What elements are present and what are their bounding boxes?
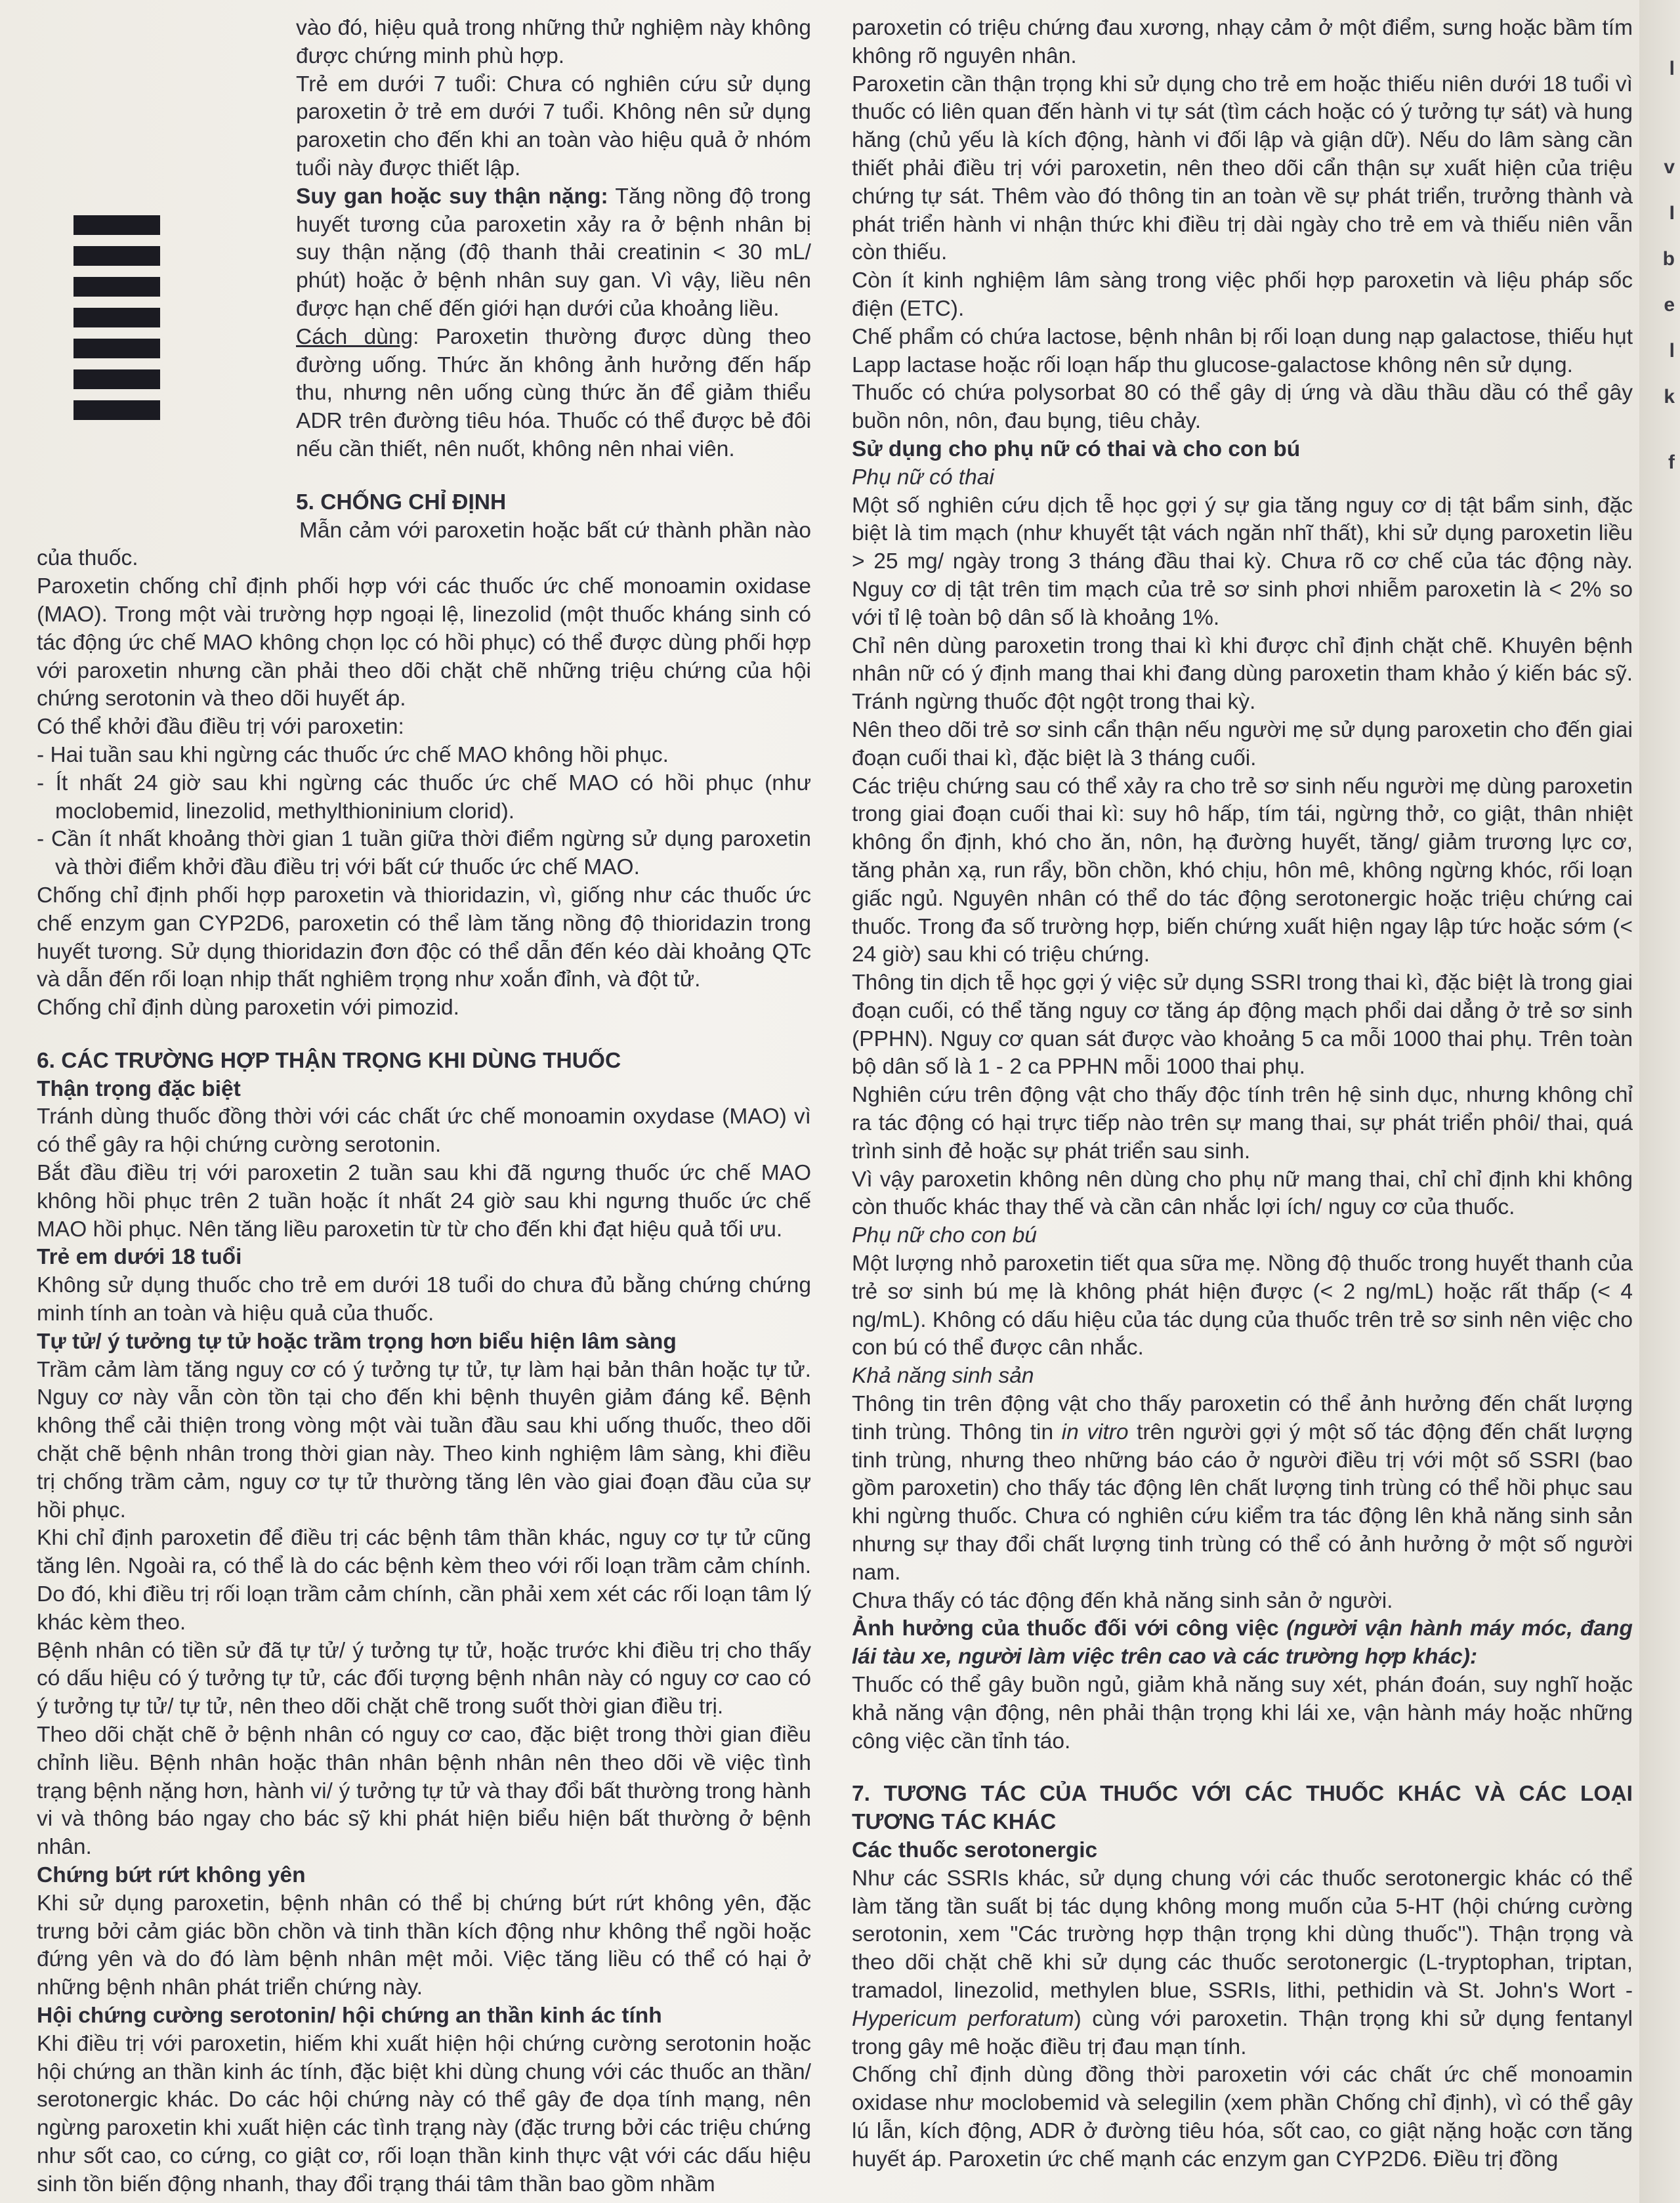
list-item: - Ít nhất 24 giờ sau khi ngừng các thuốc ức chế MAO có hồi phục (như moclobemid, linezolid, methylthioninium clorid). [37, 770, 811, 824]
paragraph: vào đó, hiệu quả trong những thử nghiệm này không được chứng minh phù hợp. [296, 16, 811, 68]
paragraph: Không sử dụng thuốc cho trẻ em dưới 18 tuổi do chưa đủ bằng chứng chứng minh tính an toàn và hiệu quả của thuốc. [37, 1273, 811, 1326]
paragraph: Thông tin trên động vật cho thấy paroxetin có thể ảnh hưởng đến chất lượng tinh trùng. Thông tin in vitro trên người gợi ý một số tác động đến chất lượng tinh trùng, nhưng theo những báo cáo ở người điều trị với một số SSRI (bao gồm paroxetin) cho thấy tác động lên chất lượng tinh trùng có thể hồi phục sau khi ngừng thuốc. Chưa có nghiên cứu kiểm tra tác động lên khả năng sinh sản nhưng sự thay đổi chất lượng tinh trùng có thể có ảnh hưởng ở một số người nam. [852, 1392, 1633, 1585]
edge-letter: v [1664, 156, 1675, 178]
paragraph: Trầm cảm làm tăng nguy cơ có ý tưởng tự tử, tự làm hại bản thân hoặc tự tử. Nguy cơ này vẫn còn tồn tại cho đến khi bệnh thuyên giảm đáng kể. Bệnh không thể cải thiện trong vòng một vài tuần đầu sau khi uống thuốc, theo dõi chặt chẽ bệnh nhân trong thời gian này. Theo kinh nghiệm lâm sàng, khi điều trị chống trầm cảm, nguy cơ tự tử thường tăng lên vào giai đoạn đầu của sự hồi phục. [37, 1357, 811, 1522]
paragraph: Nên theo dõi trẻ sơ sinh cẩn thận nếu người mẹ sử dụng paroxetin cho đến giai đoạn cuối thai kì, đặc biệt là 3 tháng cuối. [852, 717, 1633, 770]
section-5-title: 5. CHỐNG CHỈ ĐỊNH [296, 490, 507, 514]
paragraph: Nghiên cứu trên động vật cho thấy độc tính trên hệ sinh dục, nhưng không chỉ ra tác động có hại trực tiếp nào trên sự mang thai, sự phát triển phôi/ thai, quá trình sinh đẻ hoặc sự phát triển sau sinh. [852, 1083, 1633, 1164]
paragraph: Tránh dùng thuốc đồng thời với các chất ức chế monoamin oxydase (MAO) vì có thể gây ra hội chứng cường serotonin. [37, 1104, 811, 1158]
paragraph: Có thể khởi đầu điều trị với paroxetin: [37, 715, 404, 740]
subheading: Chứng bứt rứt không yên [37, 1863, 306, 1887]
paragraph: Mẫn cảm với paroxetin hoặc bất cứ thành phần nào của thuốc. [37, 518, 811, 571]
edge-letter: e [1664, 294, 1675, 316]
subheading-italic: Phụ nữ cho con bú [852, 1223, 1037, 1248]
edge-letter: f [1668, 451, 1675, 473]
left-column [37, 14, 811, 2199]
paragraph: Vì vậy paroxetin không nên dùng cho phụ nữ mang thai, chỉ chỉ định khi không còn thuốc khác thay thế và cần cân nhắc lợi ích/ nguy cơ của thuốc. [852, 1167, 1633, 1220]
edge-letter: l [1669, 58, 1675, 79]
subheading: Trẻ em dưới 18 tuổi [37, 1245, 242, 1270]
subheading-italic: Khả năng sinh sản [852, 1364, 1034, 1389]
paragraph: Chế phẩm có chứa lactose, bệnh nhân bị rối loạn dung nạp galactose, thiếu hụt Lapp lactase hoặc rối loạn hấp thu glucose-galactose không nên sử dụng. [852, 324, 1633, 377]
paragraph: Trẻ em dưới 7 tuổi: Chưa có nghiên cứu sử dụng paroxetin ở trẻ em dưới 7 tuổi. Không nên sử dụng paroxetin cho đến khi an toàn vào hiệu quả ở nhóm tuổi này được thiết lập. [296, 72, 811, 180]
subheading: Hội chứng cường serotonin/ hội chứng an thần kinh ác tính [37, 2003, 662, 2028]
edge-letter: k [1664, 386, 1675, 408]
usage-heading: Cách dùng [296, 324, 413, 349]
paragraph: Thuốc có thể gây buồn ngủ, giảm khả năng suy xét, phán đoán, suy nghĩ hoặc khả năng vận động, nên phải thận trọng khi lái xe, vận hành máy hoặc những công việc cần tỉnh táo. [852, 1673, 1633, 1753]
edge-letter: b [1662, 248, 1675, 270]
paragraph: Chống chỉ định dùng paroxetin với pimozid. [37, 996, 459, 1020]
paragraph: Một lượng nhỏ paroxetin tiết qua sữa mẹ. Nồng độ thuốc trong huyết thanh của trẻ sơ sinh bú mẹ là không phát hiện được (< 2 ng/mL) hoặc rất thấp (< 4 ng/mL). Không có dấu hiệu của tác dụng của thuốc trên trẻ sơ sinh nên việc cho con bú có thể được cân nhắc. [852, 1251, 1633, 1360]
paragraph: Thuốc có chứa polysorbat 80 có thể gây dị ứng và dầu thầu dầu có thể gây buồn nôn, nôn, đau bụng, tiêu chảy. [852, 381, 1633, 434]
paragraph: Chưa thấy có tác động đến khả năng sinh sản ở người. [852, 1588, 1393, 1613]
subheading: Các thuốc serotonergic [852, 1838, 1098, 1862]
edge-letter: I [1669, 202, 1675, 224]
paragraph: Cách dùng: Paroxetin thường được dùng theo đường uống. Thức ăn không ảnh hưởng đến hấp thu, nhưng nên uống cùng thức ăn để giảm thiểu ADR trên đường tiêu hóa. Thuốc có thể được bẻ đôi nếu cần thiết, nên nuốt, không nên nhai viên. [296, 324, 811, 461]
section-7-title: 7. TƯƠNG TÁC CỦA THUỐC VỚI CÁC THUỐC KHÁC VÀ CÁC LOẠI TƯƠNG TÁC KHÁC [852, 1782, 1633, 1835]
paragraph: Còn ít kinh nghiệm lâm sàng trong việc phối hợp paroxetin và liệu pháp sốc điện (ETC). [852, 268, 1633, 321]
paragraph: Thông tin dịch tễ học gợi ý việc sử dụng SSRI trong thai kì, đặc biệt là trong giai đoạn cuối, có thể tăng nguy cơ tăng áp động mạch phổi dai dẳng ở trẻ sơ sinh (PPHN). Nguy cơ quan sát được vào khoảng 5 ca mỗi 1000 thai phụ. Trên toàn bộ dân số là 1 - 2 ca PPHN mỗi 1000 thai phụ. [852, 971, 1633, 1080]
paragraph: Chống chỉ định dùng đồng thời paroxetin với các chất ức chế monoamin oxidase như moclobemid và selegilin (xem phần Chống chỉ định), vì có thể gây lú lẫn, kích động, ADR ở đường tiêu hóa, sốt cao, co giật nặng hoặc cơn tăng huyết áp. Paroxetin ức chế mạnh các enzym gan CYP2D6. Điều trị đồng [852, 2063, 1633, 2172]
subheading-italic: Phụ nữ có thai [852, 465, 994, 490]
section-6-title: 6. CÁC TRƯỜNG HỢP THẬN TRỌNG KHI DÙNG THUỐC [37, 1048, 621, 1073]
subheading: Ảnh hưởng của thuốc đối với công việc (người vận hành máy móc, đang lái tàu xe, người làm việc trên cao và các trường hợp khác): [852, 1616, 1633, 1669]
right-column [852, 14, 1633, 2174]
list-item: - Cần ít nhất khoảng thời gian 1 tuần giữa thời điểm ngừng sử dụng paroxetin và thời điểm khởi đầu điều trị với bất cứ thuốc ức chế MAO. [37, 827, 811, 880]
paragraph: Bắt đầu điều trị với paroxetin 2 tuần sau khi đã ngưng thuốc ức chế MAO không hồi phục trên 2 tuần hoặc ít nhất 24 giờ sau khi ngưng thuốc ức chế MAO hồi phục. Nên tăng liều paroxetin từ từ cho đến khi đạt hiệu quả tối ưu. [37, 1161, 811, 1242]
paragraph: Bệnh nhân có tiền sử đã tự tử/ ý tưởng tự tử, hoặc trước khi điều trị cho thấy có dấu hiệu có ý tưởng tự tử, các đối tượng bệnh nhân này có nguy cơ cao có ý tưởng tự tử/ tự tử, nên theo dõi chặt chẽ trong suốt thời gian điều trị. [37, 1638, 811, 1719]
paragraph: Theo dõi chặt chẽ ở bệnh nhân có nguy cơ cao, đặc biệt trong thời gian điều chỉnh liều. Bệnh nhân hoặc thân nhân bệnh nhân nên theo dõi về việc tình trạng bệnh nặng hơn, hành vi/ ý tưởng tự tử và thay đổi bất thường trong hành vi và thông báo ngay cho bác sỹ khi phát hiện biểu hiện bất thường ở bệnh nhân. [37, 1723, 811, 1860]
paragraph: Chỉ nên dùng paroxetin trong thai kì khi được chỉ định chặt chẽ. Khuyên bệnh nhân nữ có ý định mang thai khi đang dùng paroxetin tham khảo ý kiến bác sỹ. Tránh ngừng thuốc đột ngột trong thai kỳ. [852, 633, 1633, 715]
paragraph: Paroxetin cần thận trọng khi sử dụng cho trẻ em hoặc thiếu niên dưới 18 tuổi vì thuốc có liên quan đến hành vi tự sát (tìm cách hoặc có ý tưởng tự sát) và hung hăng (chủ yếu là kích động, hành vi đối lập và giận dữ). Nếu do lâm sàng cần thiết phải điều trị với paroxetin, nên theo dõi cẩn thận sự xuất hiện của triệu chứng tự sát. Thêm vào đó thông tin an toàn về sự phát triển, trưởng thành và phát triển hành vi nhận thức khi điều trị dài ngày cho trẻ em và thiếu niên vẫn còn thiếu. [852, 72, 1633, 265]
paragraph: Như các SSRIs khác, sử dụng chung với các thuốc serotonergic khác có thể làm tăng tần suất bị tác dụng không mong muốn của 5-HT (hội chứng cường serotonin, xem "Các trường hợp thận trọng khi dùng thuốc"). Thận trọng và theo dõi chặt chẽ khi sử dụng các thuốc serotonergic (L-tryptophan, triptan, tramadol, linezolid, methylen blue, SSRIs, lithi, pethidin và St. John's Wort - Hypericum perforatum) cùng với paroxetin. Thận trọng khi sử dụng fentanyl trong gây mê hoặc điều trị đau mạn tính. [852, 1866, 1633, 2059]
list-item: - Hai tuần sau khi ngừng các thuốc ức chế MAO không hồi phục. [37, 742, 669, 767]
paragraph: Khi sử dụng paroxetin, bệnh nhân có thể bị chứng bứt rứt không yên, đặc trưng bởi cảm giác bồn chồn và tinh thần kích động như không thể ngồi hoặc đứng yên và do đó làm bệnh nhân mệt mỏi. Việc tăng liều có thể có hại ở những bệnh nhân phát triển chứng này. [37, 1891, 811, 2000]
subheading: Sử dụng cho phụ nữ có thai và cho con bú [852, 436, 1301, 461]
paragraph: paroxetin có triệu chứng đau xương, nhạy cảm ở một điểm, sưng hoặc bầm tím không rõ nguyên nhân. [852, 16, 1633, 68]
paragraph: Các triệu chứng sau có thể xảy ra cho trẻ sơ sinh nếu người mẹ dùng paroxetin trong giai đoạn cuối thai kì: suy hô hấp, tím tái, ngừng thở, co giật, thân nhiệt không ổn định, khó cho ăn, nôn, hạ đường huyết, tăng/ giảm trương lực cơ, tăng phản xạ, run rẩy, bồn chồn, khó chịu, hôn mê, không ngừng khóc, rối loạn giấc ngủ. Nguyên nhân có thể do tác động serotonergic hoặc triệu chứng cai thuốc. Trong đa số trường hợp, biến chứng xuất hiện ngay lập tức hoặc sớm (< 24 giờ) sau khi có triệu chứng. [852, 774, 1633, 967]
paragraph: Suy gan hoặc suy thận nặng: Tăng nồng độ trong huyết tương của paroxetin xảy ra ở bệnh nhân bị suy thận nặng (độ thanh thải creatinin < 30 mL/ phút) hoặc ở bệnh nhân suy gan. Vì vậy, liều nên được hạn chế đến giới hạn dưới của khoảng liều. [296, 184, 812, 321]
adjacent-page-edge [1639, 0, 1680, 2203]
paragraph: Khi chỉ định paroxetin để điều trị các bệnh tâm thần khác, nguy cơ tự tử cũng tăng lên. Ngoài ra, có thể là do các bệnh kèm theo với rối loạn trầm cảm chính. Do đó, khi điều trị rối loạn trầm cảm chính, cần phải xem xét các rối loạn tâm lý khác kèm theo. [37, 1526, 811, 1635]
paragraph: Một số nghiên cứu dịch tễ học gợi ý sự gia tăng nguy cơ dị tật bẩm sinh, đặc biệt là tim mạch (như khuyết tật vách ngăn nhĩ thất), khi sử dụng paroxetin liều > 25 mg/ ngày trong 3 tháng đầu thai kỳ. Chưa rõ cơ chế của tác động này. Nguy cơ dị tật trên tim mạch của trẻ sơ sinh phơi nhiễm paroxetin là < 2% so với tỉ lệ toàn bộ dân số là khoảng 1%. [852, 493, 1633, 630]
paragraph: Chống chỉ định phối hợp paroxetin và thioridazin, vì, giống như các thuốc ức chế enzym gan CYP2D6, paroxetin có thể làm tăng nồng độ thioridazin trong huyết tương. Sử dụng thioridazin đơn độc có thể dẫn đến kéo dài khoảng QTc và dẫn đến rối loạn nhịp thất nghiêm trọng như xoắn đỉnh, và đột tử. [37, 883, 811, 992]
subheading: Thận trọng đặc biệt [37, 1076, 241, 1101]
paragraph: Paroxetin chống chỉ định phối hợp với các thuốc ức chế monoamin oxidase (MAO). Trong một vài trường hợp ngoại lệ, linezolid (một thuốc kháng sinh có tác động ức chế MAO không chọn lọc có hồi phục) có thể được dùng phối hợp với paroxetin nhưng cần phải theo dõi chặt chẽ những triệu chứng của hội chứng serotonin và theo dõi huyết áp. [37, 574, 811, 711]
renal-heading: Suy gan hoặc suy thận nặng: [296, 184, 608, 209]
edge-letter: l [1669, 340, 1675, 362]
subheading: Tự tử/ ý tưởng tự tử hoặc trầm trọng hơn biểu hiện lâm sàng [37, 1329, 677, 1354]
paragraph: Khi điều trị với paroxetin, hiếm khi xuất hiện hội chứng cường serotonin hoặc hội chứng an thần kinh ác tính, đặc biệt khi dùng chung với các thuốc an thần/ serotonergic khác. Do các hội chứng này có thể gây đe dọa tính mạng, nên ngừng paroxetin khi xuất hiện các tình trạng này (đặc trưng bởi các triệu chứng như sốt cao, co cứng, co giật cơ, rối loạn thần kinh thực vật với các dấu hiệu sinh tồn biến động nhanh, thay đổi trạng thái tâm thần bao gồm nhầm [37, 2031, 811, 2196]
